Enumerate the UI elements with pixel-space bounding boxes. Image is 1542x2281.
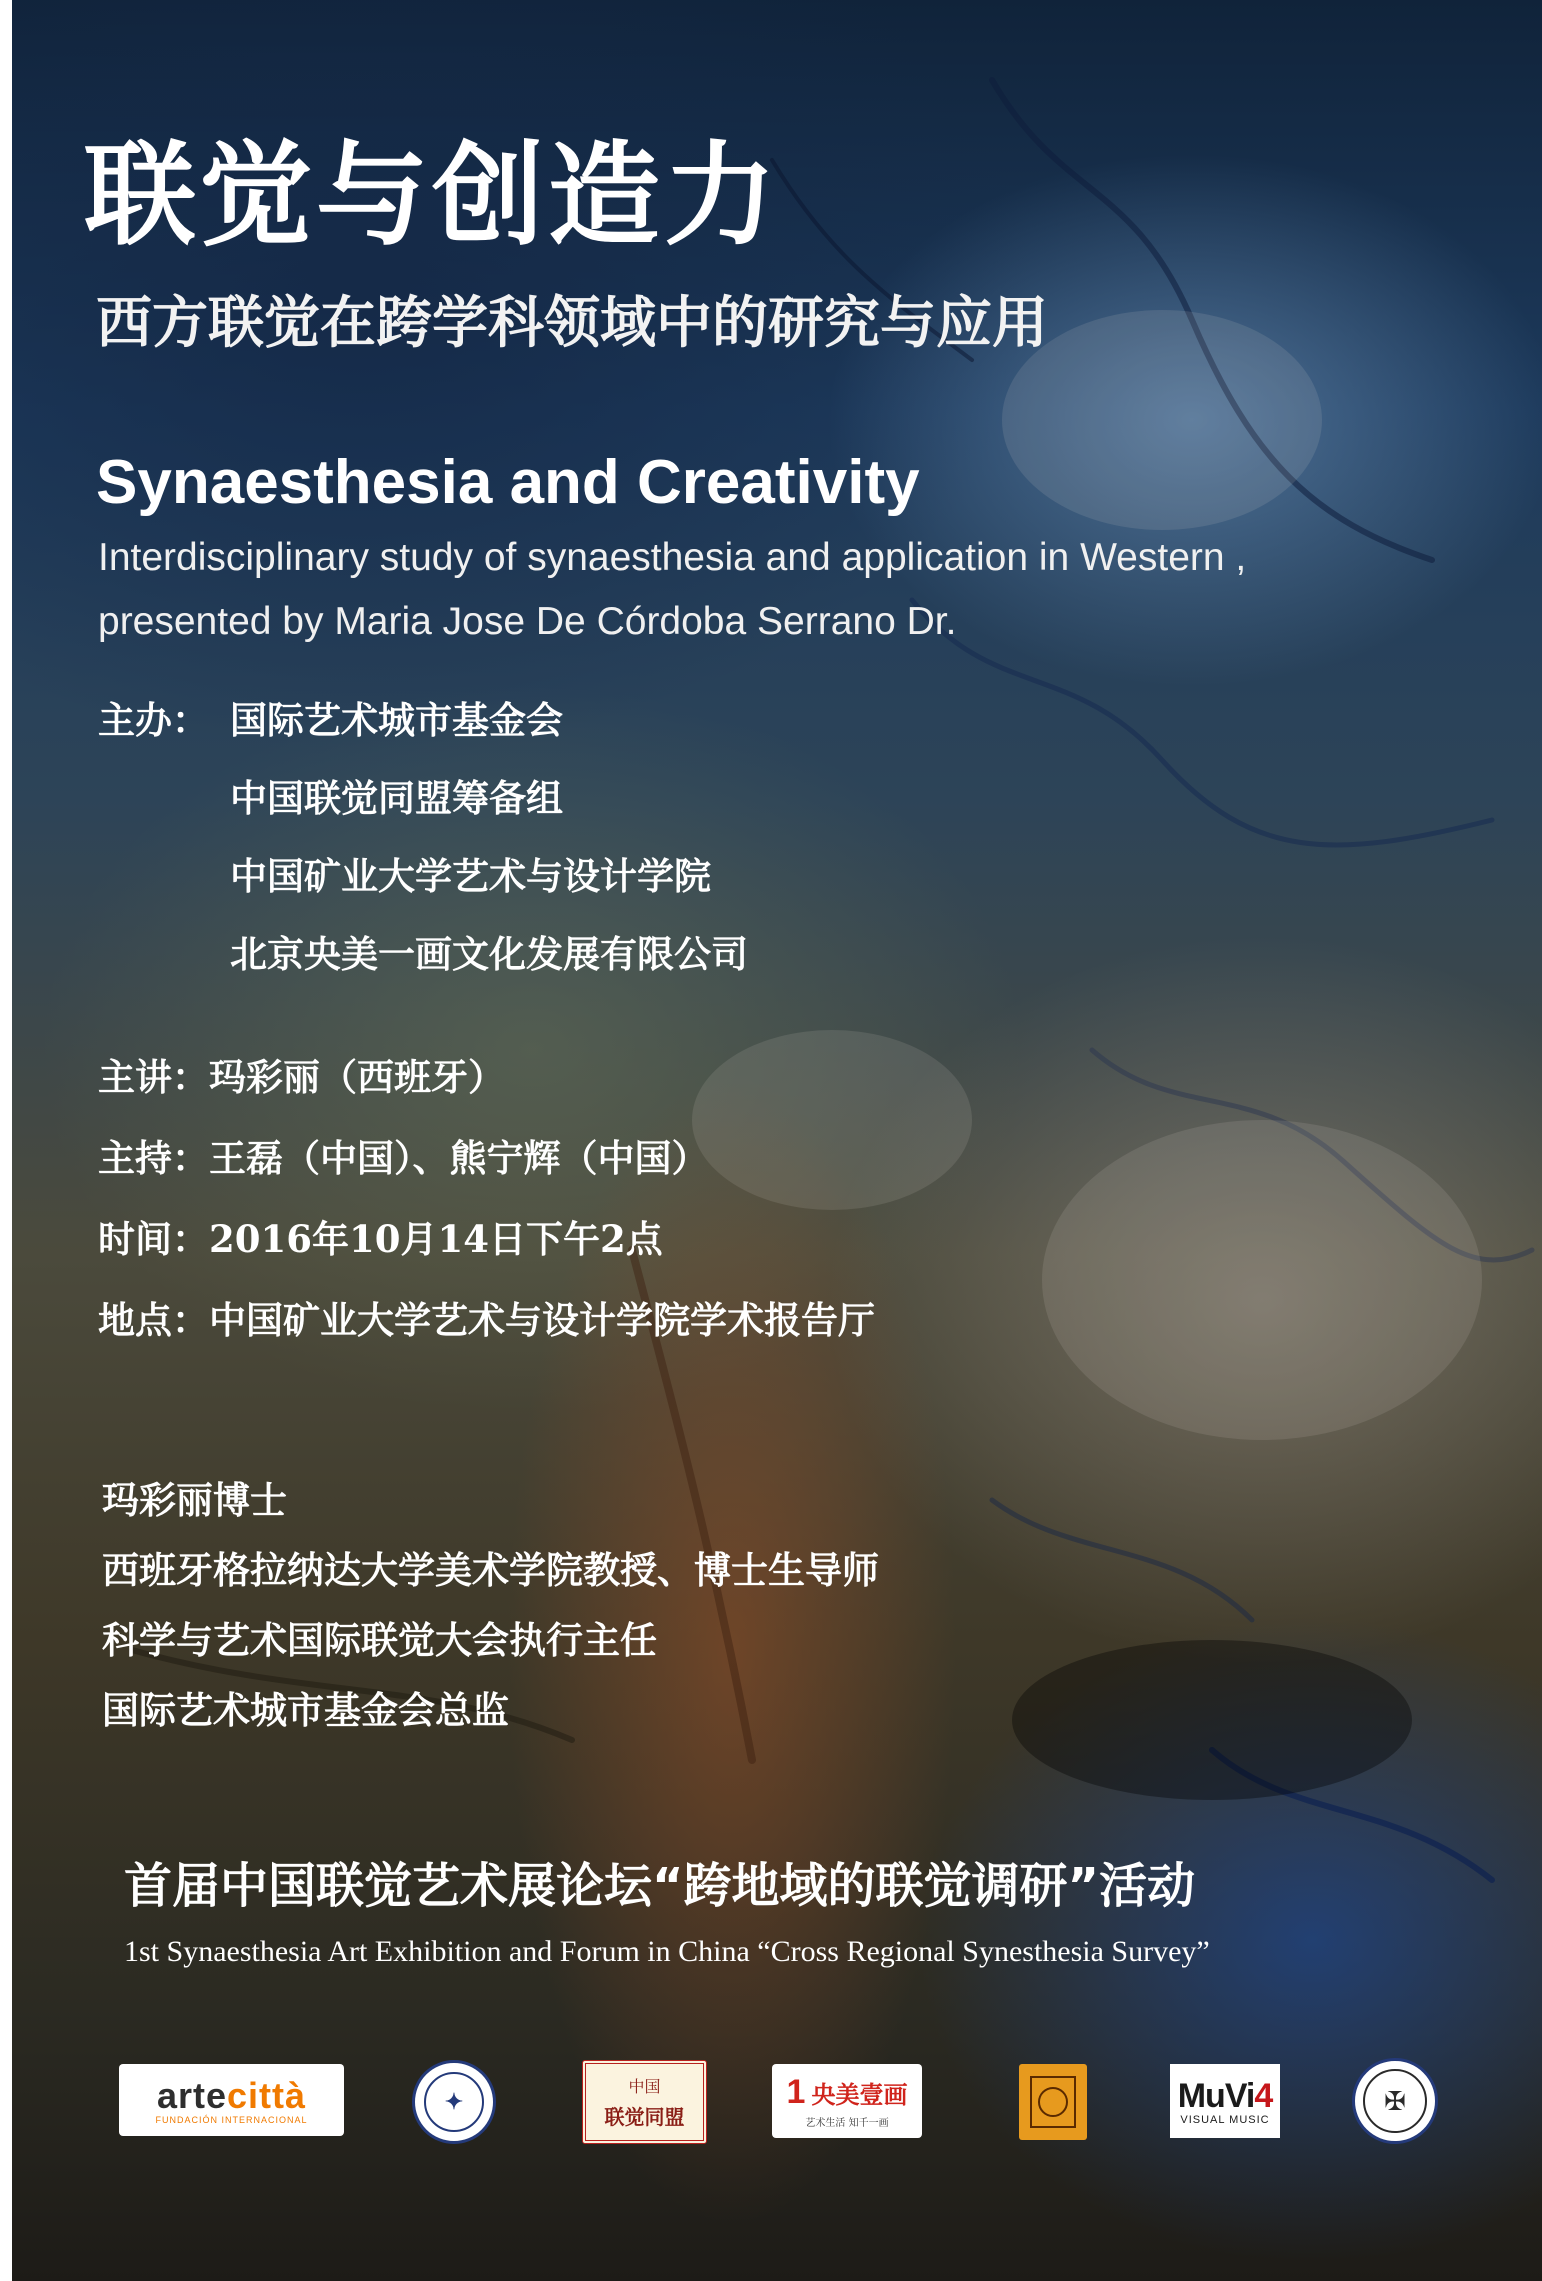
speaker-label: 主讲：: [98, 1055, 209, 1099]
university-crest-logo: [1352, 2058, 1438, 2144]
host-row: [98, 1136, 709, 1180]
orange-seal-logo: [1019, 2064, 1087, 2140]
alliance-logo-line-2: 联觉同盟: [604, 2105, 685, 2129]
host-label: 主持：: [98, 1136, 209, 1180]
poster: [12, 0, 1542, 2281]
yangmei-yihua-logo: [772, 2064, 922, 2138]
crest-eagle-icon: ✠: [1363, 2069, 1427, 2133]
organizer-item: 北京央美一画文化发展有限公司: [230, 932, 748, 976]
organizer-item: 中国联觉同盟筹备组: [230, 776, 563, 820]
seal-emblem-icon: ✦: [424, 2072, 484, 2132]
english-subtitle-line-1: Interdisciplinary study of synaesthesia and application in Western ,: [98, 536, 1247, 579]
artecitta-wordmark: artecittà: [156, 2075, 307, 2116]
speaker-name: 玛彩丽（西班牙）: [209, 1055, 505, 1099]
bio-line: 科学与艺术国际联觉大会执行主任: [102, 1618, 657, 1662]
forum-title-english: 1st Synaesthesia Art Exhibition and Forum in China “Cross Regional Synesthesia Survey”: [124, 1935, 1210, 1968]
yangmei-logo-name: 央美壹画: [811, 2081, 908, 2109]
muvi4-subtitle: VISUAL MUSIC: [1180, 2113, 1270, 2126]
event-time: 2016年10月14日下午2点: [209, 1217, 663, 1261]
alliance-logo-line-1: 中国: [628, 2077, 661, 2096]
synaesthesia-alliance-logo: [582, 2060, 707, 2144]
forum-title-chinese: 首届中国联觉艺术展论坛“跨地域的联觉调研”活动: [124, 1858, 1196, 1914]
muvi4-logo: [1170, 2064, 1280, 2138]
english-title: Synaesthesia and Creativity: [96, 448, 920, 517]
bio-line: 国际艺术城市基金会总监: [102, 1688, 509, 1732]
artecitta-logo: [119, 2064, 344, 2136]
bio-line: 西班牙格拉纳达大学美术学院教授、博士生导师: [102, 1548, 879, 1592]
host-names: 王磊（中国）、熊宁辉（中国）: [209, 1136, 709, 1180]
bio-name: 玛彩丽博士: [102, 1478, 287, 1522]
organizer-item: 国际艺术城市基金会: [230, 698, 563, 742]
event-place: 中国矿业大学艺术与设计学院学术报告厅: [209, 1298, 875, 1342]
english-subtitle-line-2: presented by Maria Jose De Córdoba Serrano Dr.: [98, 600, 957, 643]
organizer-item: 中国矿业大学艺术与设计学院: [230, 854, 711, 898]
university-seal-logo: [412, 2060, 496, 2144]
time-row: [98, 1217, 663, 1261]
sponsor-logos: [12, 2050, 1542, 2180]
organizer-label: 主办：: [98, 698, 209, 742]
speaker-row: [98, 1055, 505, 1099]
artecitta-subtitle: FUNDACIÓN INTERNACIONAL: [155, 2115, 308, 2125]
chinese-subtitle: 西方联觉在跨学科领域中的研究与应用: [96, 291, 1048, 356]
place-row: [98, 1298, 875, 1342]
chinese-title: 联觉与创造力: [84, 130, 780, 261]
place-label: 地点：: [98, 1298, 209, 1342]
yangmei-logo-tagline: 艺术生活 知千一画: [805, 2118, 889, 2129]
seal-icon: [1028, 2074, 1078, 2130]
time-label: 时间：: [98, 1217, 209, 1261]
muvi4-wordmark: MuVi4: [1177, 2076, 1273, 2115]
yangmei-logo-number: 1: [786, 2073, 806, 2111]
